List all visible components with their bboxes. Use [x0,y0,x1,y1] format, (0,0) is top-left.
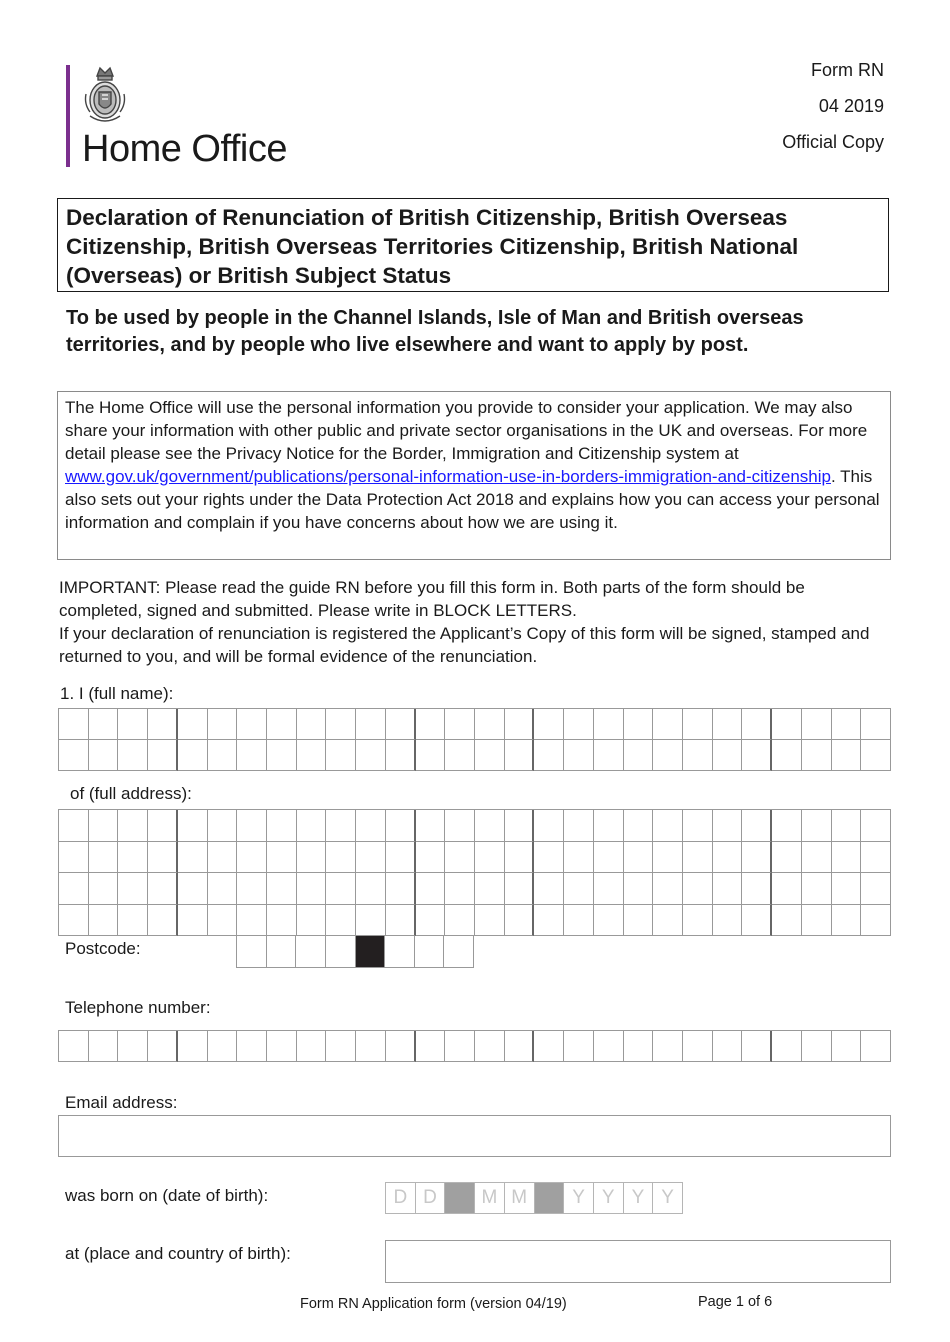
letter-box-cell[interactable] [118,709,148,740]
letter-box-cell[interactable] [267,905,297,937]
letter-box-cell[interactable] [594,709,624,740]
letter-box-cell[interactable] [356,740,386,771]
letter-box-cell[interactable] [475,905,505,937]
dob-field[interactable] [385,1182,683,1214]
letter-box-cell[interactable] [475,740,505,771]
letter-box-cell[interactable] [772,905,802,937]
letter-box-cell[interactable] [208,740,238,771]
letter-box-cell[interactable] [564,842,594,874]
important-instructions [59,576,889,668]
letter-box-cell[interactable] [59,842,89,874]
dob-year-cell[interactable]: Y [594,1183,624,1214]
postcode-cell[interactable] [326,936,356,968]
letter-box-cell[interactable] [237,905,267,937]
letter-box-cell[interactable] [89,740,119,771]
letter-box-cell[interactable] [683,873,713,905]
letter-box-cell[interactable] [802,709,832,740]
letter-box-cell[interactable] [297,905,327,937]
email-field[interactable] [58,1115,891,1157]
letter-box-cell[interactable] [713,810,743,842]
letter-box-cell[interactable] [326,905,356,937]
letter-box-cell[interactable] [594,905,624,937]
letter-box-cell[interactable] [564,740,594,771]
letter-box-cell[interactable] [356,709,386,740]
letter-box-cell[interactable] [118,842,148,874]
letter-box-cell[interactable] [386,810,416,842]
footer-form-version: Form RN Application form (version 04/19) [300,1296,567,1312]
form-code: Form RN [811,60,884,80]
dob-year-cell[interactable]: Y [564,1183,594,1214]
letter-box-cell[interactable] [683,810,713,842]
letter-box-cell[interactable] [772,873,802,905]
letter-box-cell[interactable] [624,810,654,842]
letter-box-cell[interactable] [445,1031,475,1062]
dob-month-cell[interactable]: M [505,1183,535,1214]
letter-box-cell[interactable] [832,1031,862,1062]
dob-separator [445,1183,475,1214]
letter-box-cell[interactable] [118,810,148,842]
letter-box-cell[interactable] [742,810,772,842]
letter-box-cell[interactable] [237,709,267,740]
dob-separator [535,1183,565,1214]
letter-box-cell[interactable] [534,709,564,740]
full-name-label: 1. I (full name): [60,684,174,703]
letter-box-cell[interactable] [505,842,535,874]
letter-box-cell[interactable] [356,873,386,905]
letter-box-cell[interactable] [178,842,208,874]
letter-box-cell[interactable] [802,740,832,771]
letter-box-cell[interactable] [118,740,148,771]
letter-box-cell[interactable] [178,905,208,937]
letter-box-cell[interactable] [237,842,267,874]
letter-box-cell[interactable] [208,709,238,740]
letter-box-cell[interactable] [624,740,654,771]
letter-box-cell[interactable] [267,873,297,905]
letter-box-cell[interactable] [861,740,891,771]
letter-box-cell[interactable] [861,810,891,842]
letter-box-cell[interactable] [713,873,743,905]
letter-box-cell[interactable] [416,740,446,771]
letter-box-cell[interactable] [534,873,564,905]
letter-box-cell[interactable] [772,1031,802,1062]
letter-box-cell[interactable] [326,842,356,874]
letter-box-cell[interactable] [861,905,891,937]
letter-box-cell[interactable] [832,740,862,771]
privacy-text-after: . This also sets out your rights under the Data Protection Act 2018 and explains how you can access your personal information and complain if you have concerns about how we are using it. [65,467,880,532]
address-field[interactable] [58,809,891,936]
letter-box-cell[interactable] [861,873,891,905]
letter-box-cell[interactable] [713,842,743,874]
postcode-separator [356,936,386,968]
page-title: Declaration of Renunciation of British Citizenship, British Overseas Citizenship, British Overseas Territories Citizenship, British National (Overseas) or British Subject Status [66,205,799,288]
letter-box-cell[interactable] [237,1031,267,1062]
letter-box-cell[interactable] [416,842,446,874]
letter-box-cell[interactable] [59,709,89,740]
letter-box-cell[interactable] [89,905,119,937]
letter-box-cell[interactable] [802,1031,832,1062]
letter-box-cell[interactable] [237,740,267,771]
dob-year-cell[interactable]: Y [624,1183,654,1214]
letter-box-cell[interactable] [208,873,238,905]
letter-box-cell[interactable] [742,709,772,740]
letter-box-cell[interactable] [624,1031,654,1062]
letter-box-cell[interactable] [594,842,624,874]
letter-box-cell[interactable] [505,1031,535,1062]
footer-page-number: Page 1 of 6 [698,1294,773,1310]
letter-box-cell[interactable] [802,905,832,937]
letter-box-cell[interactable] [386,905,416,937]
letter-box-cell[interactable] [772,810,802,842]
letter-box-cell[interactable] [59,905,89,937]
letter-box-cell[interactable] [624,905,654,937]
letter-box-cell[interactable] [386,709,416,740]
birthplace-label: at (place and country of birth): [65,1244,291,1263]
letter-box-cell[interactable] [653,873,683,905]
letter-box-cell[interactable] [802,810,832,842]
letter-box-cell[interactable] [832,709,862,740]
letter-box-cell[interactable] [653,810,683,842]
postcode-cell[interactable] [444,936,474,968]
letter-box-cell[interactable] [178,740,208,771]
org-name: Home Office [82,128,287,170]
letter-box-cell[interactable] [772,709,802,740]
letter-box-cell[interactable] [772,842,802,874]
postcode-field[interactable] [236,936,474,968]
letter-box-cell[interactable] [683,905,713,937]
letter-box-cell[interactable] [89,810,119,842]
letter-box-cell[interactable] [445,873,475,905]
dob-day-cell[interactable]: D [416,1183,446,1214]
letter-box-cell[interactable] [386,740,416,771]
letter-box-cell[interactable] [564,709,594,740]
letter-box-cell[interactable] [59,873,89,905]
letter-box-cell[interactable] [445,709,475,740]
letter-box-cell[interactable] [861,842,891,874]
letter-box-cell[interactable] [416,873,446,905]
letter-box-cell[interactable] [742,873,772,905]
address-label: of (full address): [70,784,192,803]
letter-box-cell[interactable] [564,1031,594,1062]
letter-box-cell[interactable] [148,873,178,905]
letter-box-cell[interactable] [802,842,832,874]
letter-box-cell[interactable] [653,740,683,771]
letter-box-cell[interactable] [564,810,594,842]
letter-box-cell[interactable] [505,810,535,842]
letter-box-cell[interactable] [297,873,327,905]
letter-box-cell[interactable] [416,709,446,740]
letter-box-cell[interactable] [624,709,654,740]
letter-box-cell[interactable] [208,842,238,874]
letter-box-cell[interactable] [683,842,713,874]
letter-box-cell[interactable] [475,709,505,740]
important-line-1: IMPORTANT: Please read the guide RN before you fill this form in. Both parts of the form should be completed, signed and submitted. Please write in BLOCK LETTERS. [59,578,805,620]
letter-box-cell[interactable] [534,1031,564,1062]
telephone-field[interactable] [58,1030,891,1062]
letter-box-cell[interactable] [89,873,119,905]
postcode-label: Postcode: [65,939,141,958]
letter-box-cell[interactable] [59,740,89,771]
letter-box-cell[interactable] [237,810,267,842]
letter-box-cell[interactable] [148,842,178,874]
letter-box-cell[interactable] [208,1031,238,1062]
letter-box-cell[interactable] [861,709,891,740]
letter-box-cell[interactable] [802,873,832,905]
letter-box-cell[interactable] [178,810,208,842]
letter-box-cell[interactable] [386,873,416,905]
letter-box-cell[interactable] [742,1031,772,1062]
letter-box-cell[interactable] [742,905,772,937]
postcode-cell[interactable] [296,936,326,968]
dob-label: was born on (date of birth): [65,1186,269,1205]
letter-box-cell[interactable] [653,905,683,937]
privacy-notice-link[interactable]: www.gov.uk/government/publications/personal-information-use-in-borders-immigration-and-citizenship [65,467,831,486]
letter-box-cell[interactable] [267,842,297,874]
letter-box-cell[interactable] [148,810,178,842]
letter-box-cell[interactable] [118,873,148,905]
letter-box-cell[interactable] [297,740,327,771]
letter-box-cell[interactable] [148,740,178,771]
letter-box-cell[interactable] [208,810,238,842]
letter-box-cell[interactable] [386,1031,416,1062]
letter-box-cell[interactable] [267,1031,297,1062]
letter-box-cell[interactable] [653,709,683,740]
letter-box-cell[interactable] [148,905,178,937]
brand-bar [66,65,70,167]
letter-box-cell[interactable] [416,810,446,842]
royal-crest-icon [80,64,130,128]
letter-box-cell[interactable] [534,905,564,937]
letter-box-cell[interactable] [534,740,564,771]
letter-box-cell[interactable] [445,842,475,874]
letter-box-cell[interactable] [356,842,386,874]
letter-box-cell[interactable] [445,810,475,842]
telephone-label: Telephone number: [65,998,211,1017]
letter-box-cell[interactable] [356,810,386,842]
letter-box-cell[interactable] [267,740,297,771]
letter-box-cell[interactable] [118,1031,148,1062]
letter-box-cell[interactable] [178,709,208,740]
letter-box-cell[interactable] [505,709,535,740]
letter-box-cell[interactable] [742,842,772,874]
dob-year-cell[interactable]: Y [653,1183,683,1214]
privacy-text-before: The Home Office will use the personal information you provide to consider your application. We may also share your information with other public and private sector organisations in the UK and overseas. For more detail please see the Privacy Notice for the Border, Immigration and Citizenship system at [65,398,868,463]
letter-box-cell[interactable] [742,740,772,771]
letter-box-cell[interactable] [832,842,862,874]
letter-box-cell[interactable] [713,905,743,937]
letter-box-cell[interactable] [475,873,505,905]
copy-type: Official Copy [782,132,884,152]
letter-box-cell[interactable] [594,1031,624,1062]
letter-box-cell[interactable] [772,740,802,771]
letter-box-cell[interactable] [505,905,535,937]
letter-box-cell[interactable] [267,810,297,842]
letter-box-cell[interactable] [356,1031,386,1062]
letter-box-cell[interactable] [59,810,89,842]
letter-box-cell[interactable] [297,842,327,874]
subtitle: To be used by people in the Channel Islands, Isle of Man and British overseas territories, and by people who live elsewhere and want to apply by post. [66,307,804,356]
letter-box-cell[interactable] [356,905,386,937]
letter-box-cell[interactable] [564,873,594,905]
letter-box-cell[interactable] [475,810,505,842]
letter-box-cell[interactable] [624,873,654,905]
letter-box-cell[interactable] [564,905,594,937]
letter-box-cell[interactable] [683,1031,713,1062]
letter-box-cell[interactable] [326,873,356,905]
letter-box-cell[interactable] [594,740,624,771]
birthplace-field[interactable] [385,1240,891,1283]
letter-box-cell[interactable] [89,842,119,874]
letter-box-cell[interactable] [178,873,208,905]
letter-box-cell[interactable] [713,1031,743,1062]
privacy-notice [65,396,887,534]
postcode-cell[interactable] [415,936,445,968]
letter-box-cell[interactable] [624,842,654,874]
letter-box-cell[interactable] [594,810,624,842]
letter-box-cell[interactable] [237,873,267,905]
letter-box-cell[interactable] [208,905,238,937]
important-line-2: If your declaration of renunciation is registered the Applicant’s Copy of this form will be signed, stamped and returned to you, and will be formal evidence of the renunciation. [59,624,870,666]
letter-box-cell[interactable] [713,709,743,740]
letter-box-cell[interactable] [445,905,475,937]
letter-box-cell[interactable] [475,1031,505,1062]
letter-box-cell[interactable] [148,1031,178,1062]
postcode-cell[interactable] [267,936,297,968]
letter-box-cell[interactable] [534,842,564,874]
letter-box-cell[interactable] [118,905,148,937]
letter-box-cell[interactable] [861,1031,891,1062]
letter-box-cell[interactable] [653,842,683,874]
letter-box-cell[interactable] [326,1031,356,1062]
letter-box-cell[interactable] [297,709,327,740]
dob-day-cell[interactable]: D [386,1183,416,1214]
postcode-cell[interactable] [237,936,267,968]
letter-box-cell[interactable] [416,905,446,937]
letter-box-cell[interactable] [505,740,535,771]
letter-box-cell[interactable] [267,709,297,740]
letter-box-cell[interactable] [416,1031,446,1062]
letter-box-cell[interactable] [534,810,564,842]
letter-box-cell[interactable] [594,873,624,905]
form-date: 04 2019 [818,96,884,116]
letter-box-cell[interactable] [386,842,416,874]
letter-box-cell[interactable] [475,842,505,874]
full-name-field[interactable] [58,708,891,771]
letter-box-cell[interactable] [683,709,713,740]
letter-box-cell[interactable] [326,709,356,740]
letter-box-cell[interactable] [832,810,862,842]
letter-box-cell[interactable] [297,810,327,842]
letter-box-cell[interactable] [653,1031,683,1062]
letter-box-cell[interactable] [713,740,743,771]
dob-month-cell[interactable]: M [475,1183,505,1214]
letter-box-cell[interactable] [326,810,356,842]
letter-box-cell[interactable] [89,709,119,740]
letter-box-cell[interactable] [148,709,178,740]
email-label: Email address: [65,1093,178,1112]
letter-box-cell[interactable] [59,1031,89,1062]
letter-box-cell[interactable] [832,873,862,905]
letter-box-cell[interactable] [326,740,356,771]
letter-box-cell[interactable] [297,1031,327,1062]
letter-box-cell[interactable] [832,905,862,937]
letter-box-cell[interactable] [89,1031,119,1062]
postcode-cell[interactable] [385,936,415,968]
letter-box-cell[interactable] [445,740,475,771]
letter-box-cell[interactable] [683,740,713,771]
letter-box-cell[interactable] [178,1031,208,1062]
letter-box-cell[interactable] [505,873,535,905]
